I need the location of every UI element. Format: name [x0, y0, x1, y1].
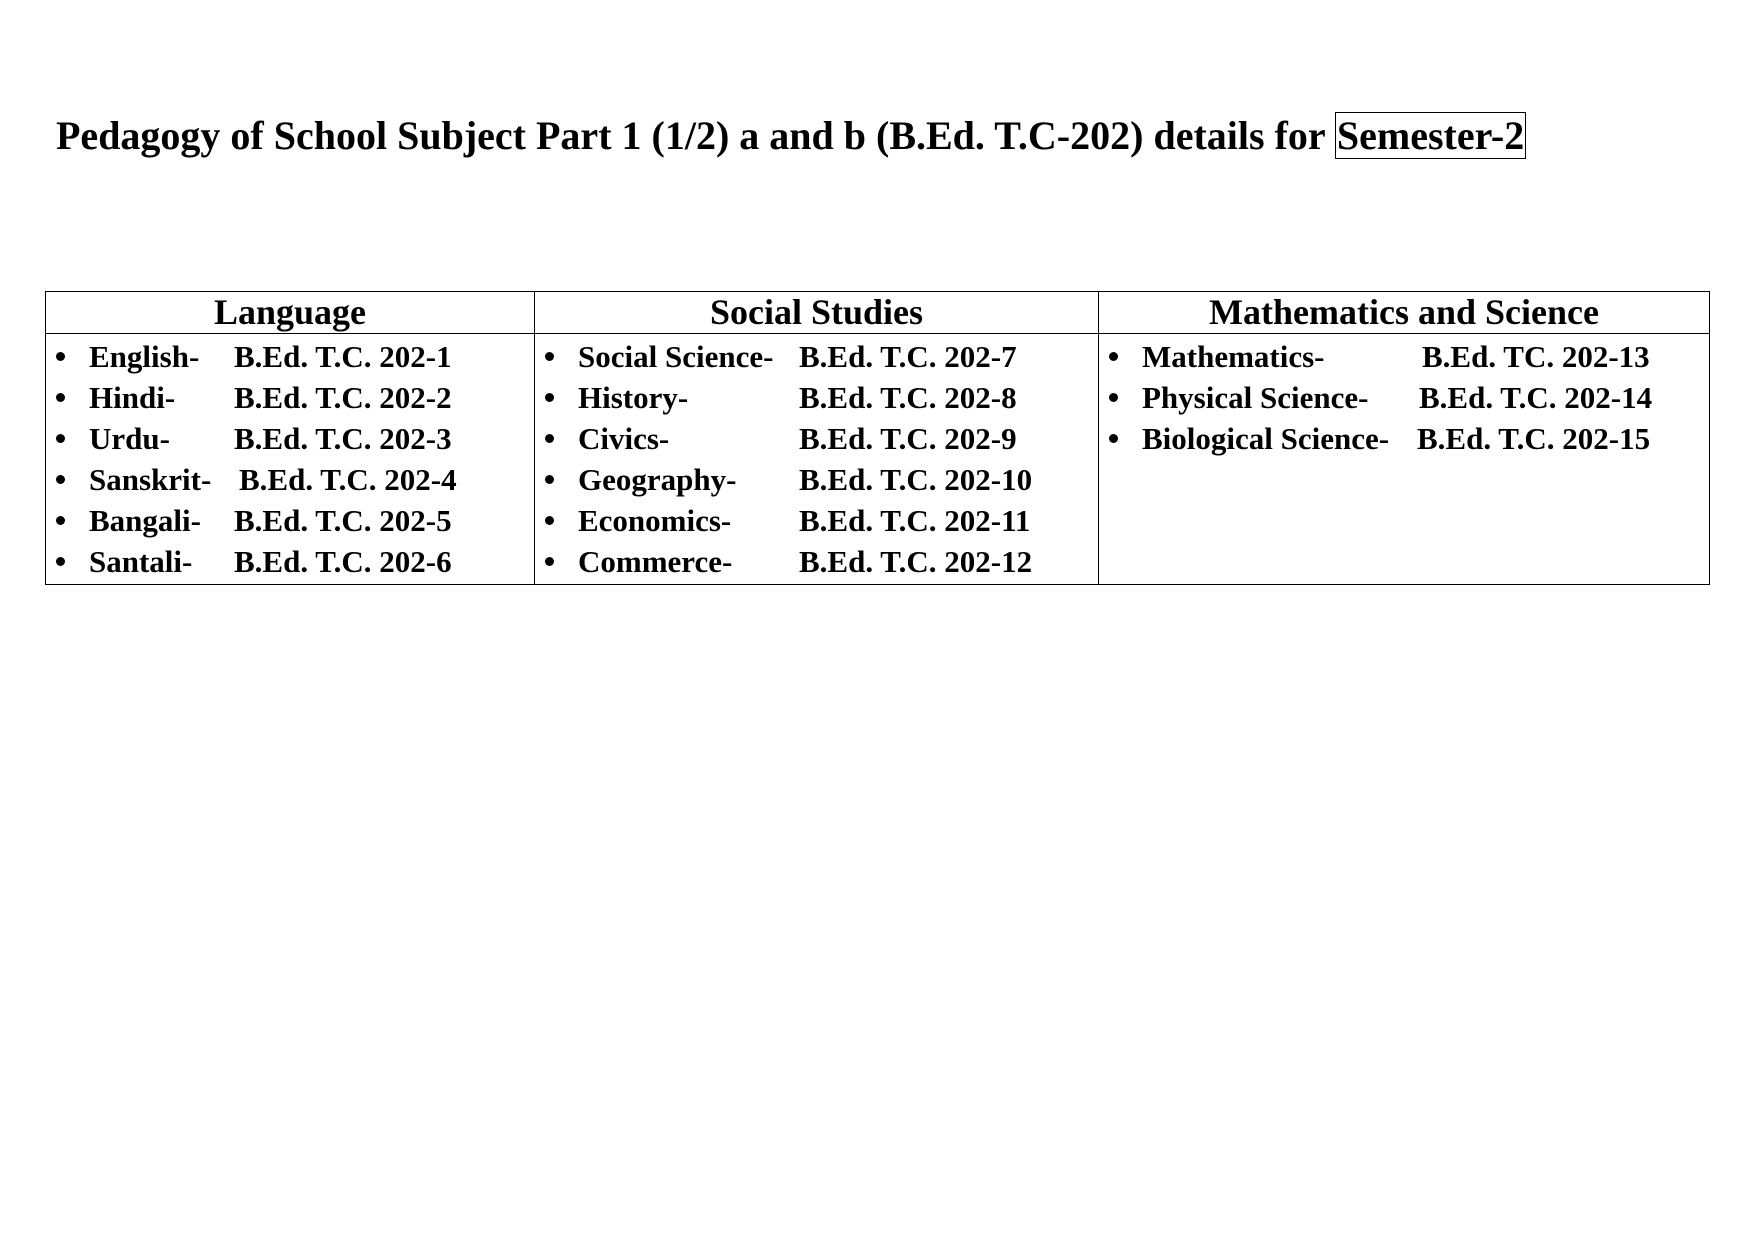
header-math-science: Mathematics and Science	[1099, 292, 1710, 334]
subject-name: Mathematics-	[1142, 339, 1325, 374]
math-science-list	[1099, 336, 1709, 459]
subject-name: Biological Science-	[1142, 421, 1390, 456]
list-item	[1099, 336, 1709, 377]
subject-code: B.Ed. T.C. 202-11	[799, 503, 1031, 538]
bullet-icon	[56, 557, 65, 566]
page-title	[56, 108, 1526, 164]
subject-name: Bangali-	[89, 503, 201, 538]
subject-name: Civics-	[578, 421, 670, 456]
semester-box: Semester-2	[1336, 113, 1525, 158]
subject-code: B.Ed. T.C. 202-15	[1417, 421, 1651, 456]
subject-code: B.Ed. T.C. 202-5	[234, 503, 452, 538]
subject-code: B.Ed. T.C. 202-2	[234, 380, 452, 415]
list-item	[535, 377, 1098, 418]
language-list	[46, 336, 534, 582]
subject-name: Hindi-	[89, 380, 176, 415]
bullet-icon	[56, 352, 65, 361]
subject-code: B.Ed. T.C. 202-10	[799, 462, 1033, 497]
subject-name: Commerce-	[578, 544, 733, 579]
subject-name: Economics-	[578, 503, 732, 538]
bullet-icon	[1109, 434, 1118, 443]
subject-code: B.Ed. T.C. 202-4	[239, 462, 457, 497]
subject-code: B.Ed. T.C. 202-1	[234, 339, 452, 374]
subject-code: B.Ed. TC. 202-13	[1422, 339, 1650, 374]
list-item	[46, 459, 534, 500]
language-cell	[46, 334, 535, 585]
header-language: Language	[46, 292, 535, 334]
subject-code: B.Ed. T.C. 202-6	[234, 544, 452, 579]
list-item	[535, 418, 1098, 459]
bullet-icon	[545, 475, 554, 484]
list-item	[46, 377, 534, 418]
social-studies-list	[535, 336, 1098, 582]
social-studies-cell	[535, 334, 1099, 585]
bullet-icon	[56, 516, 65, 525]
subject-code: B.Ed. T.C. 202-3	[234, 421, 452, 456]
bullet-icon	[545, 393, 554, 402]
list-item	[535, 541, 1098, 582]
list-item	[535, 500, 1098, 541]
subject-table	[45, 291, 1710, 585]
subject-name: English-	[89, 339, 200, 374]
bullet-icon	[545, 434, 554, 443]
subject-code: B.Ed. T.C. 202-12	[799, 544, 1033, 579]
subject-name: Social Science-	[578, 339, 774, 374]
subject-code: B.Ed. T.C. 202-8	[799, 380, 1017, 415]
subject-name: Santali-	[89, 544, 193, 579]
list-item	[46, 500, 534, 541]
subject-name: History-	[578, 380, 689, 415]
subject-name: Geography-	[578, 462, 737, 497]
bullet-icon	[56, 434, 65, 443]
subject-name: Physical Science-	[1142, 380, 1369, 415]
table-body-row	[46, 334, 1710, 585]
bullet-icon	[56, 393, 65, 402]
table-header-row	[46, 292, 1710, 334]
subject-name: Sanskrit-	[89, 462, 212, 497]
subject-code: B.Ed. T.C. 202-9	[799, 421, 1017, 456]
list-item	[46, 541, 534, 582]
bullet-icon	[545, 516, 554, 525]
bullet-icon	[1109, 352, 1118, 361]
list-item	[46, 418, 534, 459]
subject-name: Urdu-	[89, 421, 170, 456]
bullet-icon	[545, 557, 554, 566]
subject-code: B.Ed. T.C. 202-7	[799, 339, 1017, 374]
subject-code: B.Ed. T.C. 202-14	[1419, 380, 1653, 415]
math-science-cell	[1099, 334, 1710, 585]
list-item	[1099, 418, 1709, 459]
bullet-icon	[1109, 393, 1118, 402]
list-item	[535, 336, 1098, 377]
bullet-icon	[545, 352, 554, 361]
bullet-icon	[56, 475, 65, 484]
header-social-studies: Social Studies	[535, 292, 1099, 334]
title-text: Pedagogy of School Subject Part 1 (1/2) a and b (B.Ed. T.C-202) details for	[56, 113, 1335, 158]
list-item	[1099, 377, 1709, 418]
list-item	[535, 459, 1098, 500]
list-item	[46, 336, 534, 377]
